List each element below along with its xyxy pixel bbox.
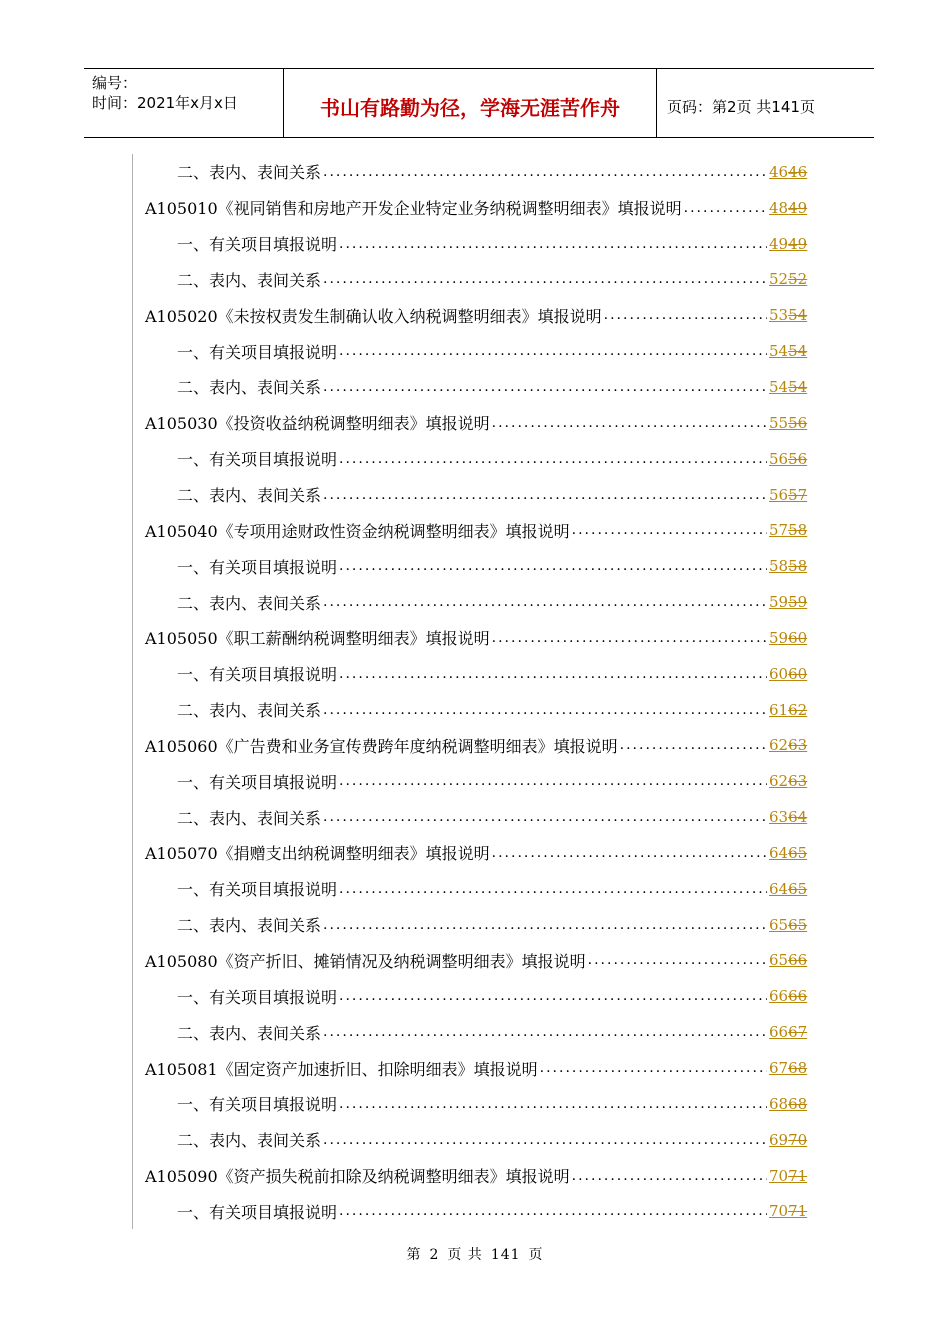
toc-page-number: 49: [769, 234, 789, 253]
toc-page-number: 56: [769, 449, 789, 468]
toc-page-number: 52: [769, 270, 789, 289]
toc-page-number-old: 58: [788, 521, 808, 540]
toc-page-link[interactable]: [769, 1059, 813, 1077]
toc-page-number: 69: [769, 1130, 789, 1149]
toc-entry-title: 二、表内、表间关系: [177, 1023, 322, 1043]
toc-entry[interactable]: [133, 1193, 813, 1229]
toc-entry[interactable]: [133, 441, 813, 477]
toc-leader-dots: [339, 343, 767, 359]
toc-page-number-old: 60: [788, 628, 808, 647]
toc-leader-dots: [323, 271, 767, 287]
toc-page-number-old: 66: [788, 951, 808, 970]
toc-leader-dots: [339, 1096, 767, 1112]
toc-page-number: 54: [769, 342, 789, 361]
toc-page-link[interactable]: [769, 199, 813, 217]
toc-page-number: 59: [769, 628, 789, 647]
page-footer: [0, 1244, 950, 1264]
toc-entry[interactable]: [133, 584, 813, 620]
toc-entry[interactable]: [133, 190, 813, 226]
toc-page-number: 62: [769, 772, 789, 791]
toc-entry[interactable]: [133, 333, 813, 369]
toc-page-link[interactable]: [769, 521, 813, 539]
toc-entry[interactable]: [133, 1050, 813, 1086]
footer-page-number: 2: [429, 1247, 440, 1263]
toc-entry[interactable]: [133, 477, 813, 513]
toc-leader-dots: [339, 666, 767, 682]
toc-entry-title: 二、表内、表间关系: [177, 486, 322, 506]
toc-page-number: 57: [769, 521, 789, 540]
toc-page-number-old: 66: [788, 987, 808, 1006]
footer-prefix: 第: [406, 1247, 422, 1263]
toc-page-number-old: 46: [788, 162, 808, 181]
toc-leader-dots: [588, 952, 767, 968]
toc-entry[interactable]: [133, 728, 813, 764]
toc-leader-dots: [323, 917, 767, 933]
toc-entry-title: 一、有关项目填报说明: [177, 1202, 338, 1222]
toc-page-link[interactable]: [769, 916, 813, 934]
toc-page-number-old: 54: [788, 306, 808, 325]
footer-mid: 页 共: [447, 1247, 483, 1263]
toc-page-link[interactable]: [769, 1131, 813, 1149]
toc-page-number: 55: [769, 413, 789, 432]
toc-page-number-old: 52: [788, 270, 808, 289]
toc-page-number: 58: [769, 557, 789, 576]
toc-page-number-old: 49: [788, 198, 808, 217]
page-header: [84, 68, 874, 138]
toc-page-link[interactable]: [769, 987, 813, 1005]
toc-leader-dots: [684, 200, 767, 216]
toc-page-link[interactable]: [769, 1167, 813, 1185]
header-meta: [84, 69, 284, 137]
toc-entry-title: A105080《资产折旧、摊销情况及纳税调整明细表》填报说明: [145, 951, 586, 971]
toc-leader-dots: [323, 1024, 767, 1040]
toc-page-number-old: 68: [788, 1059, 808, 1078]
toc-page-number: 70: [769, 1202, 789, 1221]
toc-entry-title: 一、有关项目填报说明: [177, 772, 338, 792]
toc-page-number: 66: [769, 987, 789, 1006]
toc-page-number-old: 65: [788, 879, 808, 898]
footer-suffix: 页: [528, 1247, 544, 1263]
toc-page-link[interactable]: [769, 844, 813, 862]
toc-page-number: 67: [769, 1059, 789, 1078]
toc-entry[interactable]: [133, 1014, 813, 1050]
toc-page-number: 54: [769, 377, 789, 396]
toc-page-link[interactable]: [769, 414, 813, 432]
toc-entry[interactable]: [133, 548, 813, 584]
toc-page-number: 56: [769, 485, 789, 504]
toc-entry[interactable]: [133, 405, 813, 441]
toc-page-link[interactable]: [769, 557, 813, 575]
toc-leader-dots: [620, 737, 767, 753]
toc-page-number: 61: [769, 700, 789, 719]
toc-page-number-old: 71: [788, 1166, 808, 1185]
toc-page-number-old: 59: [788, 593, 808, 612]
toc-page-link[interactable]: [769, 235, 813, 253]
toc-entry-title: 一、有关项目填报说明: [177, 665, 338, 685]
toc-page-link[interactable]: [769, 951, 813, 969]
toc-leader-dots: [323, 164, 767, 180]
toc-page-number-old: 64: [788, 808, 808, 827]
table-of-contents: [132, 154, 813, 1229]
toc-entry[interactable]: [133, 262, 813, 298]
toc-page-link[interactable]: [769, 270, 813, 288]
toc-entry[interactable]: [133, 297, 813, 333]
toc-leader-dots: [572, 522, 767, 538]
toc-entry[interactable]: [133, 226, 813, 262]
toc-page-link[interactable]: [769, 1023, 813, 1041]
toc-entry-title: 一、有关项目填报说明: [177, 557, 338, 577]
toc-page-number: 65: [769, 915, 789, 934]
toc-leader-dots: [323, 487, 767, 503]
toc-page-number: 64: [769, 843, 789, 862]
toc-entry[interactable]: [133, 656, 813, 692]
toc-entry-title: A105081《固定资产加速折旧、扣除明细表》填报说明: [145, 1059, 538, 1079]
toc-page-number-old: 57: [788, 485, 808, 504]
toc-page-number: 62: [769, 736, 789, 755]
toc-page-number: 59: [769, 593, 789, 612]
toc-entry[interactable]: [133, 835, 813, 871]
toc-entry-title: 二、表内、表间关系: [177, 701, 322, 721]
toc-page-number-old: 56: [788, 449, 808, 468]
toc-leader-dots: [323, 809, 767, 825]
toc-leader-dots: [323, 1132, 767, 1148]
toc-entry-title: 一、有关项目填报说明: [177, 342, 338, 362]
toc-page-number: 63: [769, 808, 789, 827]
toc-page-number-old: 56: [788, 413, 808, 432]
toc-entry-title: 二、表内、表间关系: [177, 1131, 322, 1151]
toc-page-number-old: 65: [788, 843, 808, 862]
toc-page-link[interactable]: [769, 1095, 813, 1113]
toc-leader-dots: [339, 1203, 767, 1219]
toc-page-number: 70: [769, 1166, 789, 1185]
toc-page-number-old: 67: [788, 1023, 808, 1042]
toc-leader-dots: [339, 236, 767, 252]
toc-entry[interactable]: [133, 871, 813, 907]
header-motto: 书山有路勤为径，学海无涯苦作舟: [284, 69, 657, 137]
toc-page-link[interactable]: [769, 629, 813, 647]
toc-page-number-old: 65: [788, 915, 808, 934]
toc-leader-dots: [572, 1168, 767, 1184]
toc-entry[interactable]: [133, 369, 813, 405]
footer-page-total: 141: [490, 1247, 521, 1263]
toc-entry-title: A105040《专项用途财政性资金纳税调整明细表》填报说明: [145, 521, 570, 541]
toc-page-link[interactable]: [769, 701, 813, 719]
toc-leader-dots: [492, 845, 767, 861]
toc-entry-title: A105010《视同销售和房地产开发企业特定业务纳税调整明细表》填报说明: [145, 199, 682, 219]
toc-page-number-old: 62: [788, 700, 808, 719]
toc-page-number-old: 49: [788, 234, 808, 253]
toc-entry-title: 一、有关项目填报说明: [177, 450, 338, 470]
toc-entry-title: A105030《投资收益纳税调整明细表》填报说明: [145, 414, 490, 434]
toc-page-number-old: 63: [788, 736, 808, 755]
header-number-label: 编号：: [92, 74, 138, 92]
toc-leader-dots: [339, 988, 767, 1004]
toc-entry[interactable]: [133, 943, 813, 979]
toc-leader-dots: [323, 702, 767, 718]
toc-leader-dots: [339, 881, 767, 897]
toc-entry[interactable]: [133, 799, 813, 835]
toc-page-link[interactable]: [769, 342, 813, 360]
toc-page-link[interactable]: [769, 450, 813, 468]
toc-page-number-old: 54: [788, 342, 808, 361]
toc-leader-dots: [604, 307, 767, 323]
toc-page-link[interactable]: [769, 486, 813, 504]
toc-entry[interactable]: [133, 620, 813, 656]
toc-page-number: 68: [769, 1094, 789, 1113]
toc-entry[interactable]: [133, 978, 813, 1014]
toc-entry-title: 一、有关项目填报说明: [177, 1095, 338, 1115]
toc-entry-title: 二、表内、表间关系: [177, 270, 322, 290]
toc-page-number-old: 60: [788, 664, 808, 683]
toc-entry-title: A105090《资产损失税前扣除及纳税调整明细表》填报说明: [145, 1167, 570, 1187]
toc-leader-dots: [323, 594, 767, 610]
toc-page-number: 60: [769, 664, 789, 683]
toc-entry-title: 二、表内、表间关系: [177, 593, 322, 613]
toc-page-link[interactable]: [769, 880, 813, 898]
toc-entry[interactable]: [133, 1086, 813, 1122]
toc-entry-title: A105060《广告费和业务宣传费跨年度纳税调整明细表》填报说明: [145, 736, 618, 756]
toc-page-number-old: 68: [788, 1094, 808, 1113]
toc-leader-dots: [492, 630, 767, 646]
toc-entry-title: A105050《职工薪酬纳税调整明细表》填报说明: [145, 629, 490, 649]
toc-entry[interactable]: [133, 154, 813, 190]
toc-entry[interactable]: [133, 763, 813, 799]
toc-entry-title: 二、表内、表间关系: [177, 808, 322, 828]
toc-page-number: 53: [769, 306, 789, 325]
toc-entry-title: A105070《捐赠支出纳税调整明细表》填报说明: [145, 844, 490, 864]
toc-page-number: 48: [769, 198, 789, 217]
toc-page-link[interactable]: [769, 306, 813, 324]
toc-leader-dots: [339, 558, 767, 574]
toc-page-number: 65: [769, 951, 789, 970]
toc-page-link[interactable]: [769, 1202, 813, 1220]
toc-page-number-old: 71: [788, 1202, 808, 1221]
toc-entry-title: A105020《未按权责发生制确认收入纳税调整明细表》填报说明: [145, 306, 602, 326]
toc-page-link[interactable]: [769, 736, 813, 754]
toc-entry-title: 一、有关项目填报说明: [177, 235, 338, 255]
toc-leader-dots: [323, 379, 767, 395]
toc-entry-title: 一、有关项目填报说明: [177, 987, 338, 1007]
toc-page-link[interactable]: [769, 378, 813, 396]
toc-leader-dots: [339, 773, 767, 789]
toc-entry-title: 二、表内、表间关系: [177, 916, 322, 936]
toc-page-number-old: 58: [788, 557, 808, 576]
toc-entry[interactable]: [133, 1158, 813, 1194]
toc-page-link[interactable]: [769, 772, 813, 790]
toc-page-number-old: 70: [788, 1130, 808, 1149]
toc-entry[interactable]: [133, 907, 813, 943]
toc-leader-dots: [492, 415, 767, 431]
toc-entry[interactable]: [133, 692, 813, 728]
header-page-info: 页码：第2页 共141页: [667, 97, 815, 116]
toc-page-link[interactable]: [769, 665, 813, 683]
toc-page-number: 64: [769, 879, 789, 898]
toc-entry[interactable]: [133, 512, 813, 548]
toc-leader-dots: [339, 451, 767, 467]
toc-leader-dots: [540, 1060, 767, 1076]
toc-entry-title: 二、表内、表间关系: [177, 378, 322, 398]
header-time: 时间：2021年x月x日: [92, 94, 238, 112]
toc-entry[interactable]: [133, 1122, 813, 1158]
toc-entry-title: 二、表内、表间关系: [177, 163, 322, 183]
toc-page-number: 66: [769, 1023, 789, 1042]
toc-page-number-old: 63: [788, 772, 808, 791]
toc-page-link[interactable]: [769, 163, 813, 181]
toc-page-number-old: 54: [788, 377, 808, 396]
toc-page-link[interactable]: [769, 593, 813, 611]
toc-page-number: 46: [769, 162, 789, 181]
toc-page-link[interactable]: [769, 808, 813, 826]
toc-entry-title: 一、有关项目填报说明: [177, 880, 338, 900]
